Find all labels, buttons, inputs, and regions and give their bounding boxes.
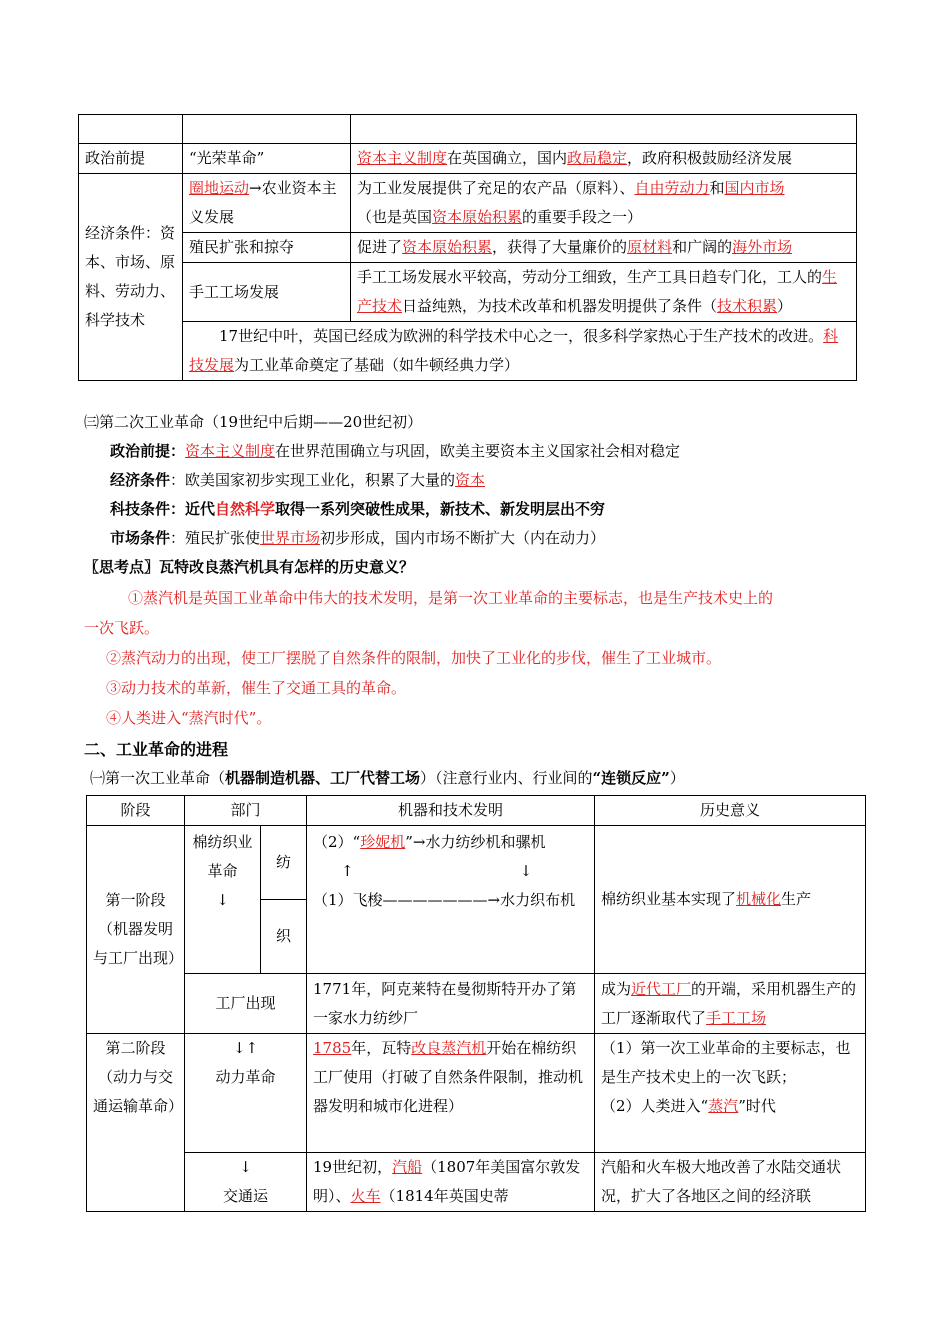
factory-invention: 1771年，阿克莱特在曼彻斯特开办了第一家水力纺纱厂 — [307, 974, 595, 1034]
table-row — [79, 174, 857, 233]
sector-cotton: 棉纺织业革命 ↓ — [185, 826, 261, 974]
sector-factory: 工厂出现 — [185, 974, 307, 1034]
event-handicraft: 手工工场发展 — [183, 263, 351, 322]
political-condition: 政治前提：资本主义制度在世界范围确立与巩固，欧美主要资本主义国家社会相对稳定 — [110, 442, 681, 460]
power-significance: （1）第一次工业革命的主要标志，也是生产技术史上的一次飞跃； （2）人类进入“蒸汽”时代 — [595, 1034, 866, 1153]
think-answer-2: ②蒸汽动力的出现，使工厂摆脱了自然条件的限制，加快了工业化的步伐，催生了工业城市。 — [106, 649, 722, 667]
row-label-economic: 经济条件：资本、市场、原料、劳动力、科学技术 — [79, 174, 183, 381]
event-glorious-revolution: “光荣革命” — [183, 144, 351, 174]
cotton-inventions: （2）“珍妮机”→水力纺纱机和骡机 ↑ ↓ （1）飞梭———————→水力织布机 — [307, 826, 595, 974]
table-row — [87, 1153, 866, 1212]
process-table — [86, 795, 866, 1212]
table-row — [79, 233, 857, 263]
table-row — [87, 1034, 866, 1153]
header-stage: 阶段 — [87, 796, 185, 826]
market-condition: 市场条件：殖民扩张使世界市场初步形成，国内市场不断扩大（内在动力） — [110, 529, 606, 547]
power-invention: 1785年，瓦特改良蒸汽机开始在棉纺织工厂使用（打破了自然条件限制，推动机器发明和城市化进程） — [307, 1034, 595, 1153]
event-enclosure: 圈地运动→农业资本主义发展 — [183, 174, 351, 233]
think-question: 〖思考点〗瓦特改良蒸汽机具有怎样的历史意义？ — [84, 558, 415, 576]
enclosure-detail: 为工业发展提供了充足的农产品（原料）、自由劳动力和国内市场 （也是英国资本原始积累的重要手段之一） — [351, 174, 857, 233]
science-detail: 17世纪中叶，英国已经成为欧洲的科学技术中心之一，很多科学家热心于生产技术的改进。科技发展为工业革命奠定了基础（如牛顿经典力学） — [183, 322, 857, 381]
table-row — [87, 826, 866, 900]
think-answer-1: ①蒸汽机是英国工业革命中伟大的技术发明，是第一次工业革命的主要标志，也是生产技术史上的 — [128, 589, 774, 607]
sector-power: ↓↑ 动力革命 — [185, 1034, 307, 1153]
transport-invention: 19世纪初，汽船（1807年美国富尔敦发明）、火车（1814年英国史蒂 — [307, 1153, 595, 1212]
colonial-detail: 促进了资本原始积累，获得了大量廉价的原材料和广阔的海外市场 — [351, 233, 857, 263]
factory-significance: 成为近代工厂的开端，采用机器生产的工厂逐渐取代了手工工场 — [595, 974, 866, 1034]
sub-sector-weaving: 织 — [261, 900, 307, 974]
event-colonial: 殖民扩张和掠夺 — [183, 233, 351, 263]
economic-condition: 经济条件：欧美国家初步实现工业化，积累了大量的资本 — [110, 471, 486, 489]
table-row — [87, 974, 866, 1034]
section-title-second-revolution: ㈢第二次工业革命（19世纪中后期——20世纪初） — [84, 413, 423, 431]
stage-2-label: 第二阶段（动力与交通运输革命） — [87, 1034, 185, 1212]
section-heading-process: 二、工业革命的进程 — [84, 740, 229, 759]
think-answer-1-cont: 一次飞跃。 — [84, 619, 160, 637]
header-sector: 部门 — [185, 796, 307, 826]
table-row — [79, 144, 857, 174]
table-header-row — [87, 796, 866, 826]
empty-cell — [351, 115, 857, 144]
table-row — [79, 115, 857, 144]
political-detail: 资本主义制度在英国确立，国内政局稳定，政府积极鼓励经济发展 — [351, 144, 857, 174]
table-row — [79, 322, 857, 381]
science-condition: 科技条件：近代自然科学取得一系列突破性成果，新技术、新发明层出不穷 — [110, 500, 606, 518]
cotton-significance: 棉纺织业基本实现了机械化生产 — [595, 826, 866, 974]
stage-1-label: 第一阶段（机器发明与工厂出现） — [87, 826, 185, 1034]
sector-transport: ↓ 交通运 — [185, 1153, 307, 1212]
sub-heading-first-revolution: ㈠第一次工业革命（机器制造机器、工厂代替工场）（注意行业内、行业间的“连锁反应”） — [90, 769, 685, 787]
sub-sector-spinning: 纺 — [261, 826, 307, 900]
think-answer-3: ③动力技术的革新，催生了交通工具的革命。 — [106, 679, 407, 697]
transport-significance: 汽船和火车极大地改善了水陆交通状况，扩大了各地区之间的经济联 — [595, 1153, 866, 1212]
handicraft-detail: 手工工场发展水平较高，劳动分工细致，生产工具日趋专门化，工人的生产技术日益纯熟，为技术改革和机器发明提供了条件（技术积累） — [351, 263, 857, 322]
header-significance: 历史意义 — [595, 796, 866, 826]
think-answer-4: ④人类进入“蒸汽时代”。 — [106, 709, 272, 727]
table-row — [79, 263, 857, 322]
empty-cell — [183, 115, 351, 144]
empty-cell — [79, 115, 183, 144]
row-label-political: 政治前提 — [79, 144, 183, 174]
conditions-table — [78, 114, 857, 381]
header-invention: 机器和技术发明 — [307, 796, 595, 826]
